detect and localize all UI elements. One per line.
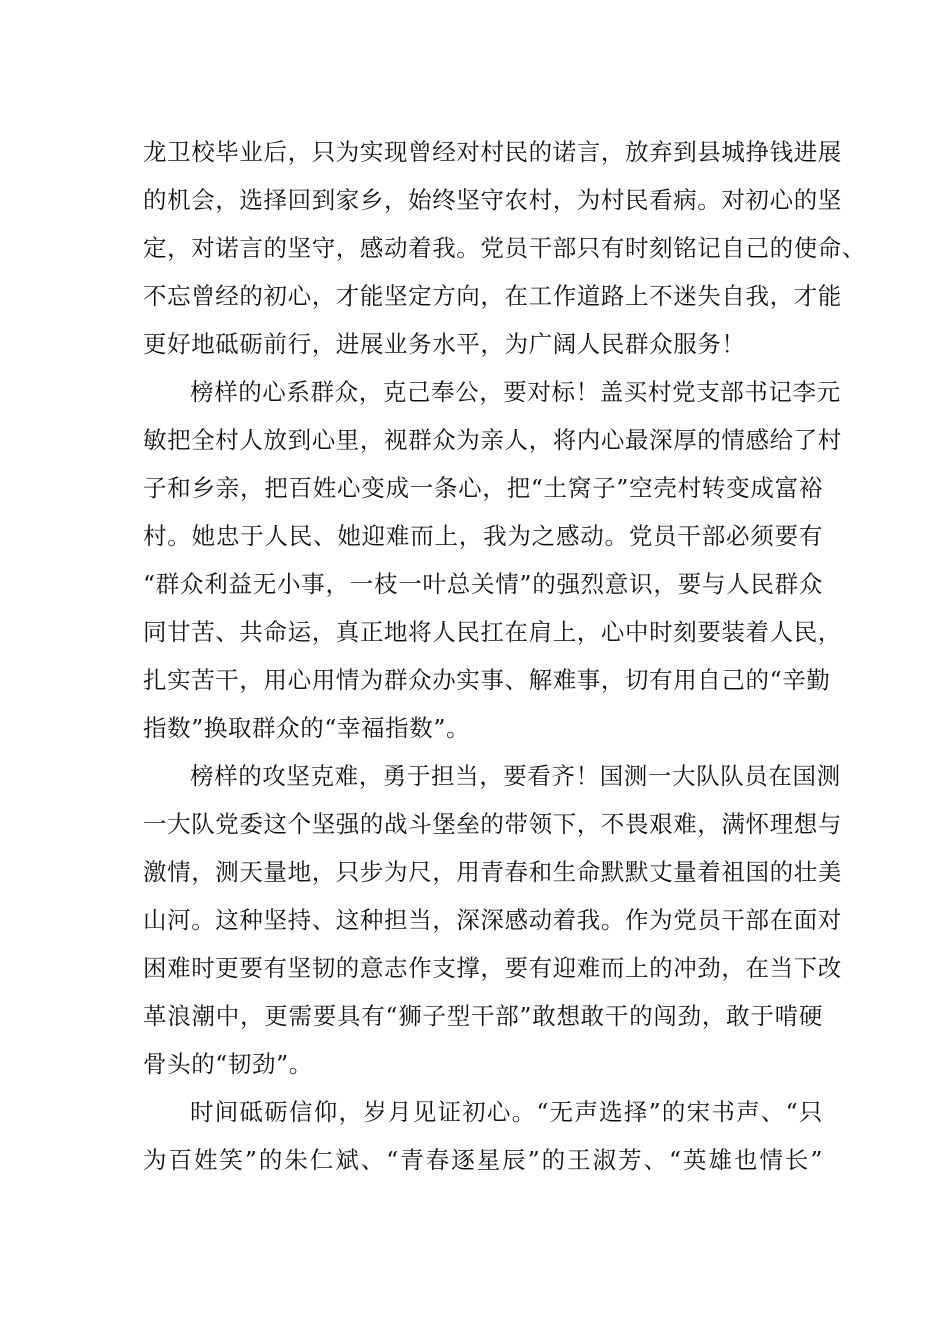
text-line: 村。她忠于人民、她迎难而上，我为之感动。党员干部必须要有 — [143, 522, 823, 550]
text-line: 同甘苦、共命运，真正地将人民扛在肩上，心中时刻要装着人民， — [143, 618, 842, 646]
text-line: 的机会，选择回到家乡，始终坚守农村，为村民看病。对初心的坚 — [143, 186, 842, 214]
text-line: 激情，测天量地，只步为尺，用青春和生命默默丈量着祖国的壮美 — [143, 858, 842, 886]
text-line: 不忘曾经的初心，才能坚定方向，在工作道路上不迷失自我，才能 — [143, 282, 842, 310]
text-line: 定，对诺言的坚守，感动着我。党员干部只有时刻铭记自己的使命、 — [143, 234, 866, 262]
text-line: 困难时更要有坚韧的意志作支撑，要有迎难而上的冲劲，在当下改 — [143, 954, 842, 982]
text-line: “群众利益无小事，一枝一叶总关情”的强烈意识，要与人民群众 — [143, 570, 823, 598]
paragraph-first-line: 时间砥砺信仰，岁月见证初心。“无声选择”的宋书声、“只 — [190, 1098, 823, 1126]
paragraph-first-line: 榜样的攻坚克难，勇于担当，要看齐！国测一大队队员在国测 — [190, 762, 841, 790]
text-line: 革浪潮中，更需要具有“狮子型干部”敢想敢干的闯劲，敢于啃硬 — [143, 1002, 823, 1030]
text-line: 更好地砥砺前行，进展业务水平，为广阔人民群众服务！ — [143, 330, 746, 358]
text-line: 扎实苦干，用心用情为群众办实事、解难事，切有用自己的“辛勤 — [143, 666, 831, 694]
text-line: 山河。这种坚持、这种担当，深深感动着我。作为党员干部在面对 — [143, 906, 842, 934]
text-line: 敏把全村人放到心里，视群众为亲人，将内心最深厚的情感给了村 — [143, 426, 842, 454]
text-line: 子和乡亲，把百姓心变成一条心，把“土窝子”空壳村转变成富裕 — [143, 474, 823, 502]
paragraph-first-line: 榜样的心系群众，克己奉公，要对标！盖买村党支部书记李元 — [190, 378, 841, 406]
text-line: 骨头的“韧劲”。 — [143, 1050, 313, 1078]
text-line: 一大队党委这个坚强的战斗堡垒的带领下，不畏艰难，满怀理想与 — [143, 810, 842, 838]
text-line: 指数”换取群众的“幸福指数”。 — [143, 714, 471, 742]
text-line: 为百姓笑”的朱仁斌、“青春逐星辰”的王淑芳、“英雄也情长” — [143, 1146, 823, 1174]
text-line: 龙卫校毕业后，只为实现曾经对村民的诺言，放弃到县城挣钱进展 — [143, 138, 842, 166]
